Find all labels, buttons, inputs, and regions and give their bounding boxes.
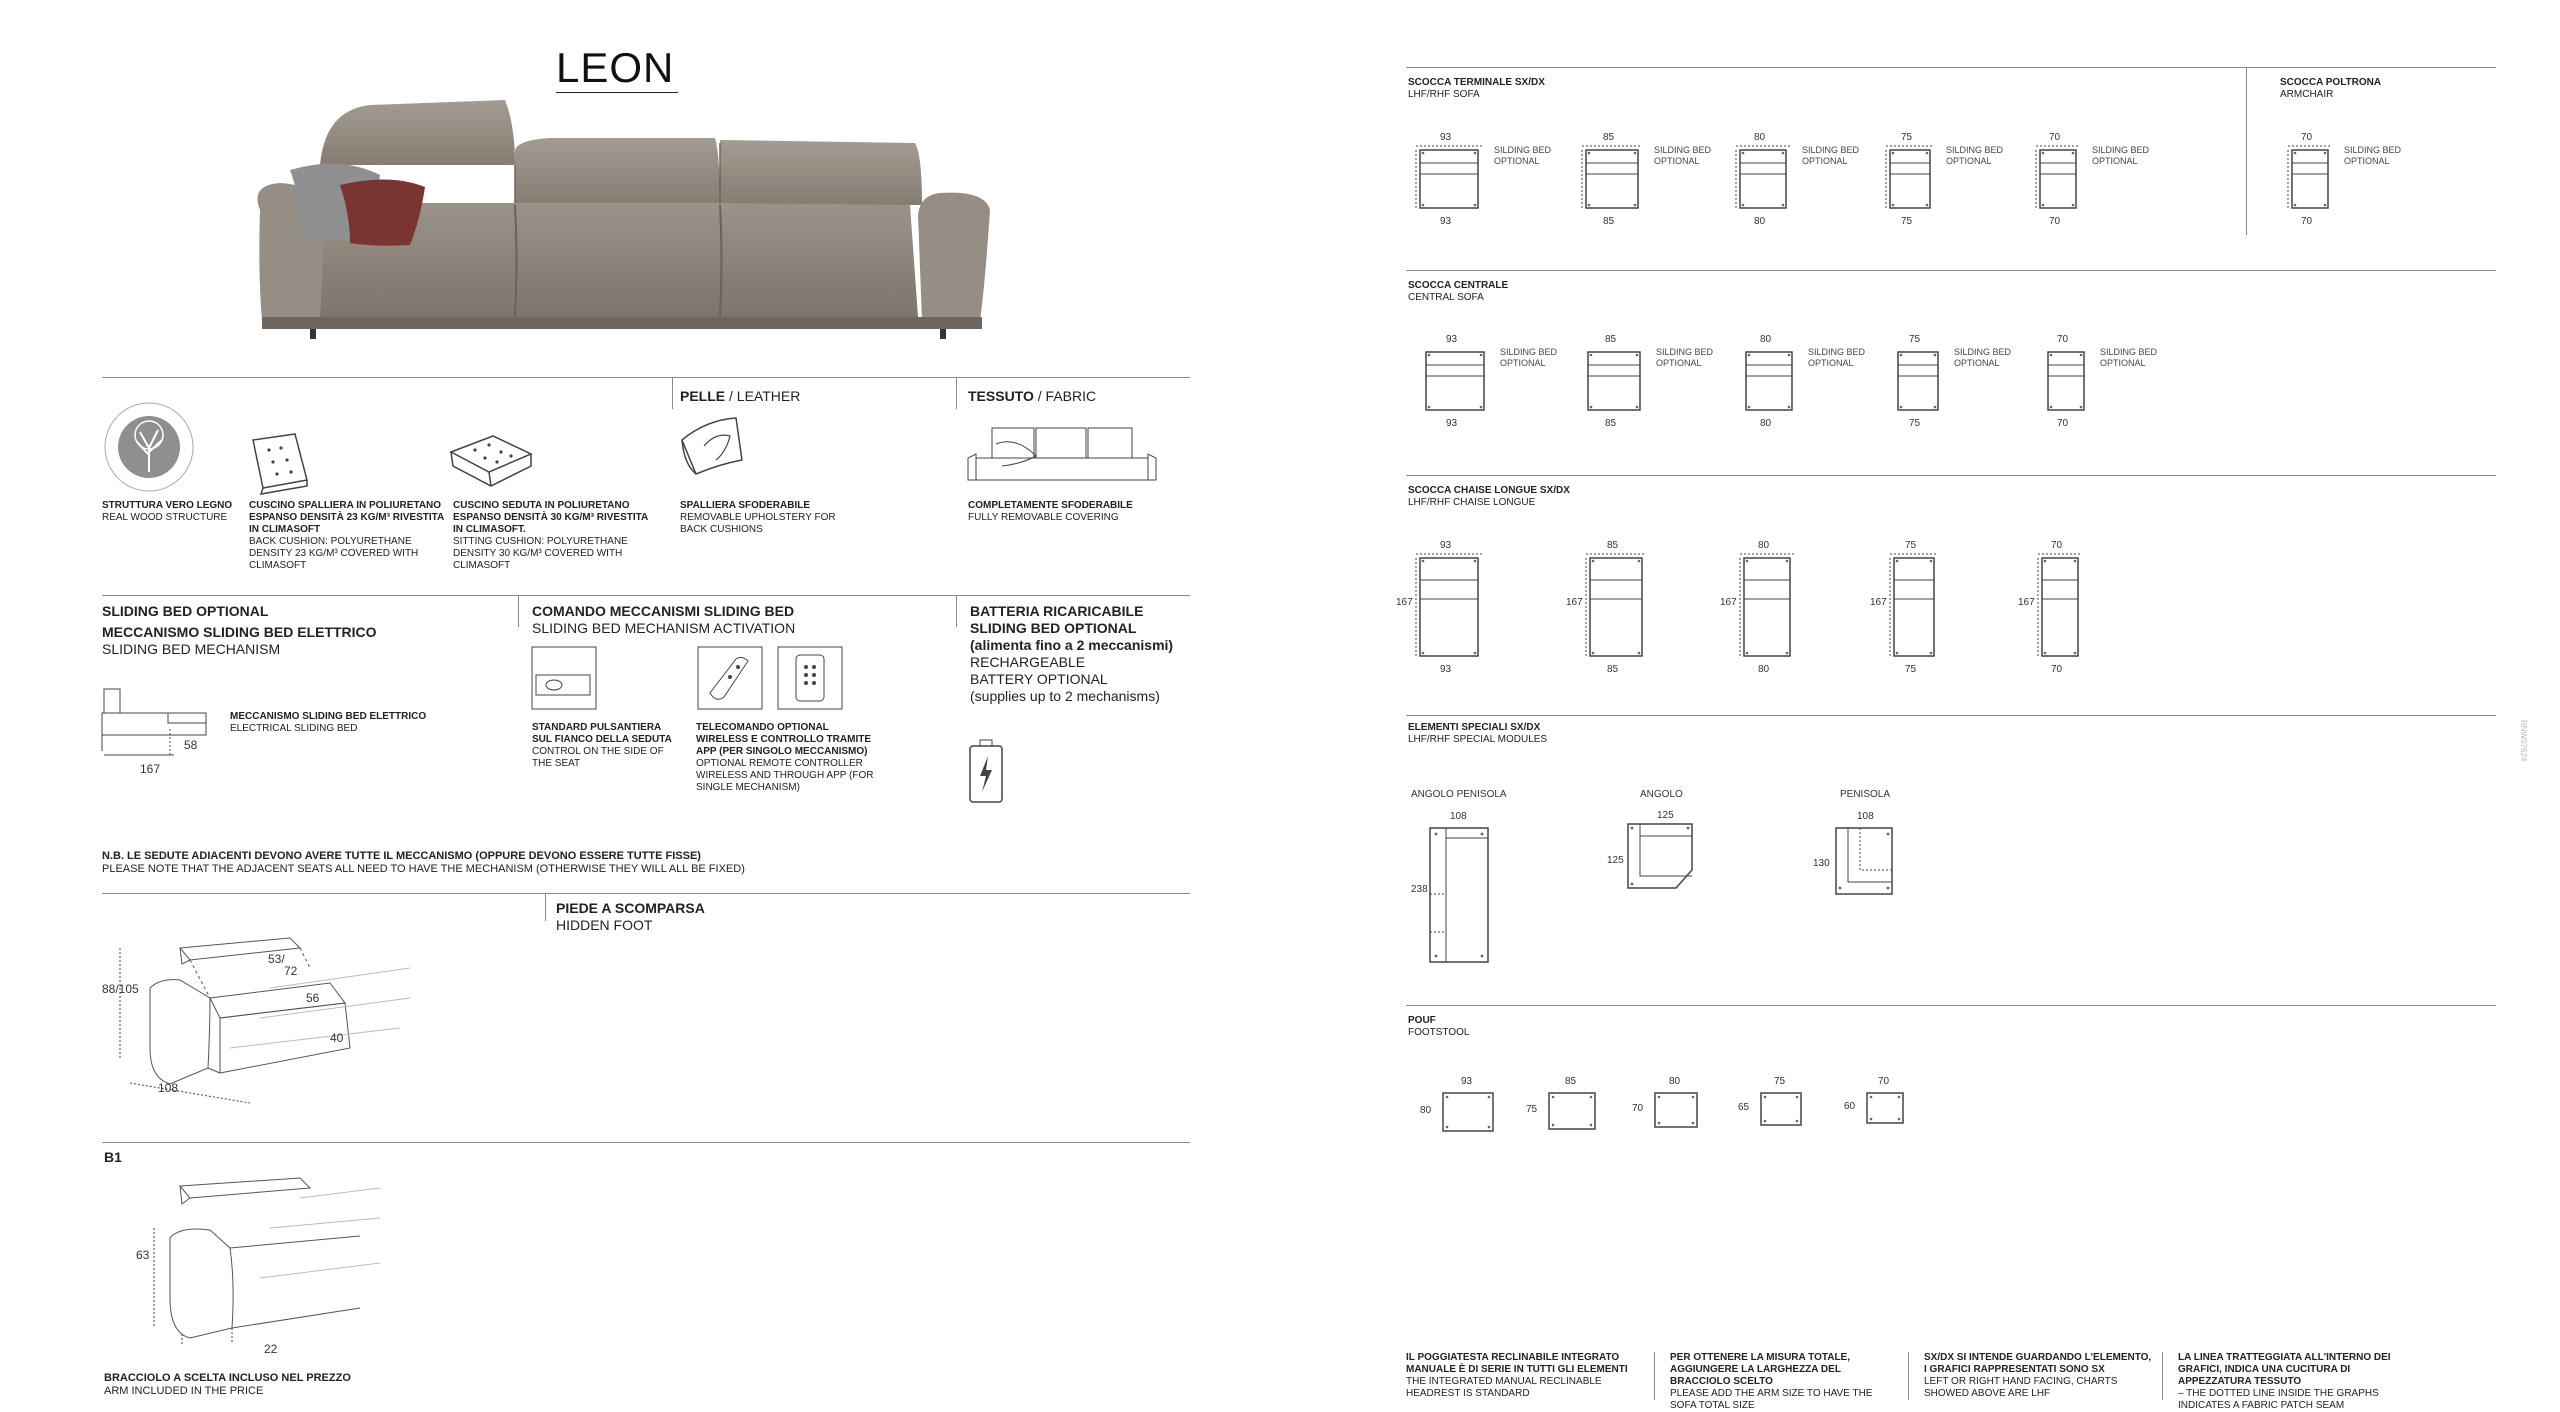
centrale-module-85-width-bottom: 85 — [1605, 418, 1617, 429]
divider-poltrona — [2246, 67, 2247, 235]
terminale-module-93-width-bottom: 93 — [1440, 216, 1452, 227]
divider-speciali — [1406, 715, 2496, 716]
divider-b1 — [102, 1142, 1190, 1143]
centrale-heading: SCOCCA CENTRALE CENTRAL SOFA — [1408, 280, 1509, 303]
fabric-sofa-icon — [966, 418, 1158, 488]
angolo-penisola-width: 108 — [1450, 811, 1467, 822]
piedi-heading: PIEDE A SCOMPARSA HIDDEN FOOT — [556, 900, 705, 933]
angolo-width: 125 — [1657, 810, 1674, 821]
feature-seat-cushion: CUSCINO SEDUTA IN POLIURETANO ESPANSO DENSITÀ 30 KG/M³ RIVESTITA IN CLIMASOFT. SITTING CUSHION: POLYURETHANE DENSITY 30 KG/M³ COVERED WITH CLIMASOFT — [453, 500, 648, 571]
poltrona-module-optional: SILDING BED OPTIONAL — [2344, 145, 2402, 166]
angolo-penisola-shape — [1428, 822, 1494, 964]
terminale-module-75-width-bottom: 75 — [1901, 216, 1913, 227]
pouf-shape-70 — [1864, 1090, 1906, 1126]
divider-centrale — [1406, 270, 2496, 271]
footer-note-2: PER OTTENERE LA MISURA TOTALE, AGGIUNGERE LA LARGHEZZA DEL BRACCIOLO SCELTO PLEASE ADD THE ARM SIZE TO HAVE THE SOFA TOTAL SIZE — [1670, 1352, 1873, 1411]
centrale-module-75-width-top: 75 — [1909, 334, 1921, 345]
angolo-depth: 125 — [1607, 855, 1624, 866]
footer-divider-2 — [1908, 1352, 1909, 1400]
pouf-shape-80 — [1652, 1090, 1700, 1130]
angolo-label: ANGOLO — [1640, 789, 1683, 800]
chaise-module-70-width-bottom: 70 — [2051, 664, 2063, 675]
footer-note-1: IL POGGIATESTA RECLINABILE INTEGRATO MANUALE È DI SERIE IN TUTTI GLI ELEMENTI THE INTEGRATED MANUAL RECLINABLE HEADREST IS STANDARD — [1406, 1352, 1628, 1399]
comando-standard-text: STANDARD PULSANTIERA SUL FIANCO DELLA SEDUTA CONTROL ON THE SIDE OF THE SEAT — [532, 722, 672, 769]
side-code: RNW07624 — [2519, 720, 2528, 762]
terminale-module-80-shape — [1734, 144, 1792, 214]
sofa-image — [250, 95, 990, 355]
chaise-module-75-shape — [1888, 552, 1940, 662]
back-cushion-icon — [245, 430, 315, 496]
angolo-penisola-depth: 238 — [1411, 884, 1428, 895]
divider-pouf — [1406, 1005, 2496, 1006]
sliding-height-dim: 58 — [184, 738, 198, 752]
terminale-module-75-width-top: 75 — [1901, 132, 1913, 143]
terminale-module-93-shape — [1414, 144, 1484, 214]
divider-batteria — [956, 595, 957, 627]
pouf-depth-75: 75 — [1526, 1104, 1538, 1115]
section-headrest-dim-b: 72 — [284, 964, 298, 978]
centrale-module-70-shape — [2042, 346, 2090, 416]
chaise-module-70-depth: 167 — [2018, 597, 2035, 608]
remote-control-icon[interactable] — [696, 645, 764, 711]
chaise-module-70-width-top: 70 — [2051, 540, 2063, 551]
chaise-module-75-width-top: 75 — [1905, 540, 1917, 551]
chaise-module-93-depth: 167 — [1396, 597, 1413, 608]
terminale-module-85-width-bottom: 85 — [1603, 216, 1615, 227]
seat-cushion-icon — [445, 430, 535, 492]
chaise-module-75-depth: 167 — [1870, 597, 1887, 608]
divider-sliding — [102, 595, 1190, 596]
section-seat-height-dim: 40 — [330, 1031, 344, 1045]
footer-divider-1 — [1654, 1352, 1655, 1400]
divider-chaise — [1406, 475, 2496, 476]
chaise-module-85-width-top: 85 — [1607, 540, 1619, 551]
penisola-shape — [1834, 822, 1896, 898]
terminale-module-80-optional: SILDING BED OPTIONAL — [1802, 145, 1860, 166]
chaise-module-93-width-top: 93 — [1440, 540, 1452, 551]
poltrona-heading: SCOCCA POLTRONA ARMCHAIR — [2280, 77, 2382, 100]
removable-upholstery-icon — [676, 412, 750, 492]
terminale-module-85-shape — [1580, 144, 1644, 214]
centrale-module-93-optional: SILDING BED OPTIONAL — [1500, 347, 1558, 368]
terminale-module-75-shape — [1884, 144, 1936, 214]
pouf-heading: POUF FOOTSTOOL — [1408, 1015, 1470, 1038]
tessuto-heading: TESSUTO / FABRIC — [968, 388, 1097, 404]
pelle-heading: PELLE / LEATHER — [680, 388, 801, 404]
terminale-heading: SCOCCA TERMINALE SX/DX LHF/RHF SOFA — [1408, 77, 1545, 100]
centrale-module-75-width-bottom: 75 — [1909, 418, 1921, 429]
penisola-depth: 130 — [1813, 858, 1830, 869]
terminale-module-85-optional: SILDING BED OPTIONAL — [1654, 145, 1712, 166]
divider-comando — [518, 595, 519, 627]
title-underline — [556, 92, 678, 93]
terminale-module-75-optional: SILDING BED OPTIONAL — [1946, 145, 2004, 166]
angolo-penisola-label: ANGOLO PENISOLA — [1411, 789, 1507, 800]
terminale-module-70-shape — [2034, 144, 2082, 214]
pouf-width-85: 85 — [1565, 1076, 1577, 1087]
section-seat-depth-dim: 56 — [306, 991, 320, 1005]
poltrona-module-width-top: 70 — [2301, 132, 2313, 143]
centrale-module-85-width-top: 85 — [1605, 334, 1617, 345]
comando-titles: COMANDO MECCANISMI SLIDING BED SLIDING BED MECHANISM ACTIVATION — [532, 603, 796, 636]
terminale-module-93-width-top: 93 — [1440, 132, 1452, 143]
chaise-module-93-shape — [1414, 552, 1484, 662]
terminale-module-80-width-bottom: 80 — [1754, 216, 1766, 227]
chaise-module-80-shape — [1738, 552, 1796, 662]
centrale-module-70-width-top: 70 — [2057, 334, 2069, 345]
b1-caption: BRACCIOLO A SCELTA INCLUSO NEL PREZZO ARM INCLUDED IN THE PRICE — [104, 1372, 351, 1397]
b1-label: B1 — [104, 1149, 122, 1165]
comando-remote-text: TELECOMANDO OPTIONAL WIRELESS E CONTROLLO TRAMITE APP (PER SINGOLO MECCANISMO) OPTIONAL REMOTE CONTROLLER WIRELESS AND THROUGH APP (FOR SINGLE MECHANISM) — [696, 722, 874, 793]
pouf-depth-70: 70 — [1632, 1103, 1644, 1114]
product-title: LEON — [556, 44, 675, 91]
chaise-module-70-shape — [2036, 552, 2084, 662]
section-height-dim: 88/105 — [102, 982, 139, 996]
centrale-module-80-width-bottom: 80 — [1760, 418, 1772, 429]
centrale-module-70-width-bottom: 70 — [2057, 418, 2069, 429]
wood-tree-icon — [102, 400, 196, 494]
poltrona-module-width-bottom: 70 — [2301, 216, 2313, 227]
adjacent-seats-note: N.B. LE SEDUTE ADIACENTI DEVONO AVERE TUTTE IL MECCANISMO (OPPURE DEVONO ESSERE TUTTE FISSE) PLEASE NOTE THAT THE ADJACENT SEATS ALL NEED TO HAVE THE MECHANISM (OTHERWISE THEY WILL ALL BE FIXED) — [102, 850, 745, 875]
terminale-module-70-width-top: 70 — [2049, 132, 2061, 143]
centrale-module-93-width-bottom: 93 — [1446, 418, 1458, 429]
pouf-shape-85 — [1546, 1090, 1598, 1132]
section-depth-dim: 108 — [158, 1081, 179, 1095]
centrale-module-80-width-top: 80 — [1760, 334, 1772, 345]
centrale-module-93-width-top: 93 — [1446, 334, 1458, 345]
centrale-module-93-shape — [1420, 346, 1490, 416]
divider-pelle — [672, 377, 673, 409]
section-diagram — [110, 908, 410, 1108]
chaise-module-75-width-bottom: 75 — [1905, 664, 1917, 675]
pouf-width-80: 80 — [1669, 1076, 1681, 1087]
divider-piedi — [545, 893, 546, 921]
penisola-width: 108 — [1857, 811, 1874, 822]
centrale-module-75-optional: SILDING BED OPTIONAL — [1954, 347, 2012, 368]
pouf-width-93: 93 — [1461, 1076, 1473, 1087]
divider-terminale — [1406, 67, 2496, 68]
feature-back-cushion: CUSCINO SPALLIERA IN POLIURETANO ESPANSO DENSITÀ 23 KG/M³ RIVESTITA IN CLIMASOFT BACK CUSHION: POLYURETHANE DENSITY 23 KG/M³ COVERED WITH CLIMASOFT — [249, 500, 444, 571]
feature-wood: STRUTTURA VERO LEGNO REAL WOOD STRUCTURE — [102, 500, 233, 523]
angolo-shape — [1626, 822, 1696, 892]
feature-pelle: SPALLIERA SFODERABILE REMOVABLE UPHOLSTERY FOR BACK CUSHIONS — [680, 500, 836, 535]
chaise-heading: SCOCCA CHAISE LONGUE SX/DX LHF/RHF CHAISE LONGUE — [1408, 485, 1570, 508]
batteria-text: BATTERIA RICARICABILE SLIDING BED OPTIONAL (alimenta fino a 2 meccanismi) RECHARGEABLE BATTERY OPTIONAL (supplies up to 2 mechanisms) — [970, 603, 1174, 704]
poltrona-module-shape — [2286, 144, 2334, 214]
feature-tessuto: COMPLETAMENTE SFODERABILE FULLY REMOVABLE COVERING — [968, 500, 1133, 523]
app-phone-icon[interactable] — [776, 645, 844, 711]
section-headrest-dim-a: 53/ — [268, 952, 285, 966]
battery-icon — [968, 738, 1004, 804]
centrale-module-80-optional: SILDING BED OPTIONAL — [1808, 347, 1866, 368]
chaise-module-85-width-bottom: 85 — [1607, 664, 1619, 675]
sliding-depth-dim: 167 — [140, 762, 161, 776]
pouf-shape-93 — [1440, 1090, 1496, 1134]
footer-note-4: LA LINEA TRATTEGGIATA ALL'INTERNO DEI GRAFICI, INDICA UNA CUCITURA DI APPEZZATURA TESSUTO – THE DOTTED LINE INSIDE THE GRAPHS INDICATES A FABRIC PATCH SEAM — [2178, 1352, 2391, 1411]
terminale-module-70-width-bottom: 70 — [2049, 216, 2061, 227]
sliding-mechanism-text: MECCANISMO SLIDING BED ELETTRICO ELECTRICAL SLIDING BED — [230, 711, 427, 734]
chaise-module-93-width-bottom: 93 — [1440, 664, 1452, 675]
speciali-heading: ELEMENTI SPECIALI SX/DX LHF/RHF SPECIAL MODULES — [1408, 722, 1548, 745]
chaise-module-80-depth: 167 — [1720, 597, 1737, 608]
centrale-module-85-shape — [1582, 346, 1646, 416]
b1-height-dim: 63 — [136, 1248, 150, 1262]
terminale-module-85-width-top: 85 — [1603, 132, 1615, 143]
centrale-module-85-optional: SILDING BED OPTIONAL — [1656, 347, 1714, 368]
penisola-label: PENISOLA — [1840, 789, 1891, 800]
pouf-width-70: 70 — [1878, 1076, 1890, 1087]
divider-features — [102, 377, 1190, 378]
pouf-depth-65: 65 — [1738, 1102, 1750, 1113]
chaise-module-85-shape — [1584, 552, 1648, 662]
chaise-module-85-depth: 167 — [1566, 597, 1583, 608]
footer-divider-3 — [2162, 1352, 2163, 1400]
pouf-shape-75 — [1758, 1090, 1804, 1128]
pouf-depth-60: 60 — [1844, 1101, 1856, 1112]
sliding-titles: SLIDING BED OPTIONAL MECCANISMO SLIDING BED ELETTRICO SLIDING BED MECHANISM — [102, 603, 377, 657]
pouf-depth-80: 80 — [1420, 1105, 1432, 1116]
terminale-module-93-optional: SILDING BED OPTIONAL — [1494, 145, 1552, 166]
arm-b1-diagram — [120, 1168, 380, 1348]
footer-notes — [1406, 1352, 2506, 1411]
chaise-module-80-width-top: 80 — [1758, 540, 1770, 551]
centrale-module-70-optional: SILDING BED OPTIONAL — [2100, 347, 2158, 368]
centrale-module-75-shape — [1892, 346, 1944, 416]
centrale-module-80-shape — [1740, 346, 1798, 416]
chaise-module-80-width-bottom: 80 — [1758, 664, 1770, 675]
pouf-width-75: 75 — [1774, 1076, 1786, 1087]
side-button-icon — [530, 645, 600, 711]
footer-note-3: SX/DX SI INTENDE GUARDANDO L'ELEMENTO, I GRAFICI RAPPRESENTATI SONO SX LEFT OR RIGHT HAND FACING, CHARTS SHOWED ABOVE ARE LHF — [1924, 1352, 2152, 1399]
divider-section — [102, 893, 1190, 894]
divider-tessuto — [956, 377, 957, 409]
terminale-module-70-optional: SILDING BED OPTIONAL — [2092, 145, 2150, 166]
b1-width-dim: 22 — [264, 1342, 278, 1356]
terminale-module-80-width-top: 80 — [1754, 132, 1766, 143]
